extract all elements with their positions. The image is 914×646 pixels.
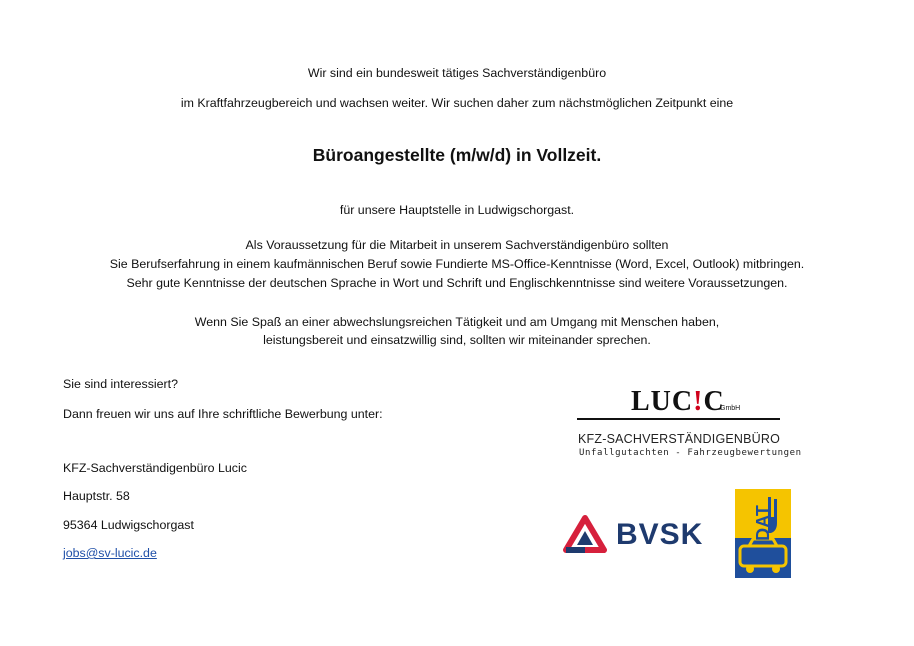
lucic-logo-wordmark [631, 388, 725, 416]
intro-line-2: im Kraftfahrzeugbereich und wachsen weiter. Wir suchen daher zum nächstmöglichen Zeitpunkt eine [180, 96, 734, 110]
bvsk-logo-text: BVSK [616, 518, 704, 551]
requirements-line-1: Als Voraussetzung für die Mitarbeit in unserem Sachverständigenbüro sollten [245, 238, 669, 252]
dat-logo-text: DAT [753, 505, 773, 541]
intro-line-1: Wir sind ein bundesweit tätiges Sachverständigenbüro [307, 66, 607, 80]
lucic-logo-exclamation: ! [693, 386, 704, 417]
lucic-logo-name-pre: LUC [631, 386, 694, 417]
contact-street: Hauptstr. 58 [63, 489, 130, 503]
lucic-logo-name-post: C [703, 386, 725, 417]
contact-question: Sie sind interessiert? [63, 377, 179, 391]
closing-line-2: leistungsbereit und einsatzwillig sind, sollten wir miteinander sprechen. [263, 333, 651, 347]
bvsk-triangle-icon [563, 515, 607, 553]
lucic-logo-subtitle: KFZ-SACHVERSTÄNDIGENBÜRO [578, 432, 781, 446]
closing-line-1: Wenn Sie Spaß an einer abwechslungsreichen Tätigkeit und am Umgang mit Menschen haben, [194, 315, 720, 329]
requirements-line-2: Sie Berufserfahrung in einem kaufmännischen Beruf sowie Fundierte MS-Office-Kenntnisse (Word, Excel, Outlook) mitbringen. [109, 257, 805, 271]
lucic-logo-tagline: Unfallgutachten - Fahrzeugbewertungen [579, 448, 802, 458]
lucic-logo-gmbh: GmbH [720, 405, 741, 412]
contact-email-link[interactable]: jobs@sv-lucic.de [63, 546, 157, 560]
contact-city: 95364 Ludwigschorgast [63, 518, 194, 532]
contact-invite: Dann freuen wir uns auf Ihre schriftliche Bewerbung unter: [63, 407, 383, 421]
job-title: Büroangestellte (m/w/d) in Vollzeit. [312, 145, 602, 165]
location-line: für unsere Hauptstelle in Ludwigschorgast. [339, 203, 575, 217]
requirements-line-3: Sehr gute Kenntnisse der deutschen Sprache in Wort und Schrift und Englischkenntnisse sind weitere Voraussetzungen. [126, 276, 788, 290]
contact-email-row [63, 545, 157, 561]
dat-logo [735, 489, 791, 578]
contact-company: KFZ-Sachverständigenbüro Lucic [63, 461, 247, 475]
lucic-logo-rule [577, 418, 780, 420]
